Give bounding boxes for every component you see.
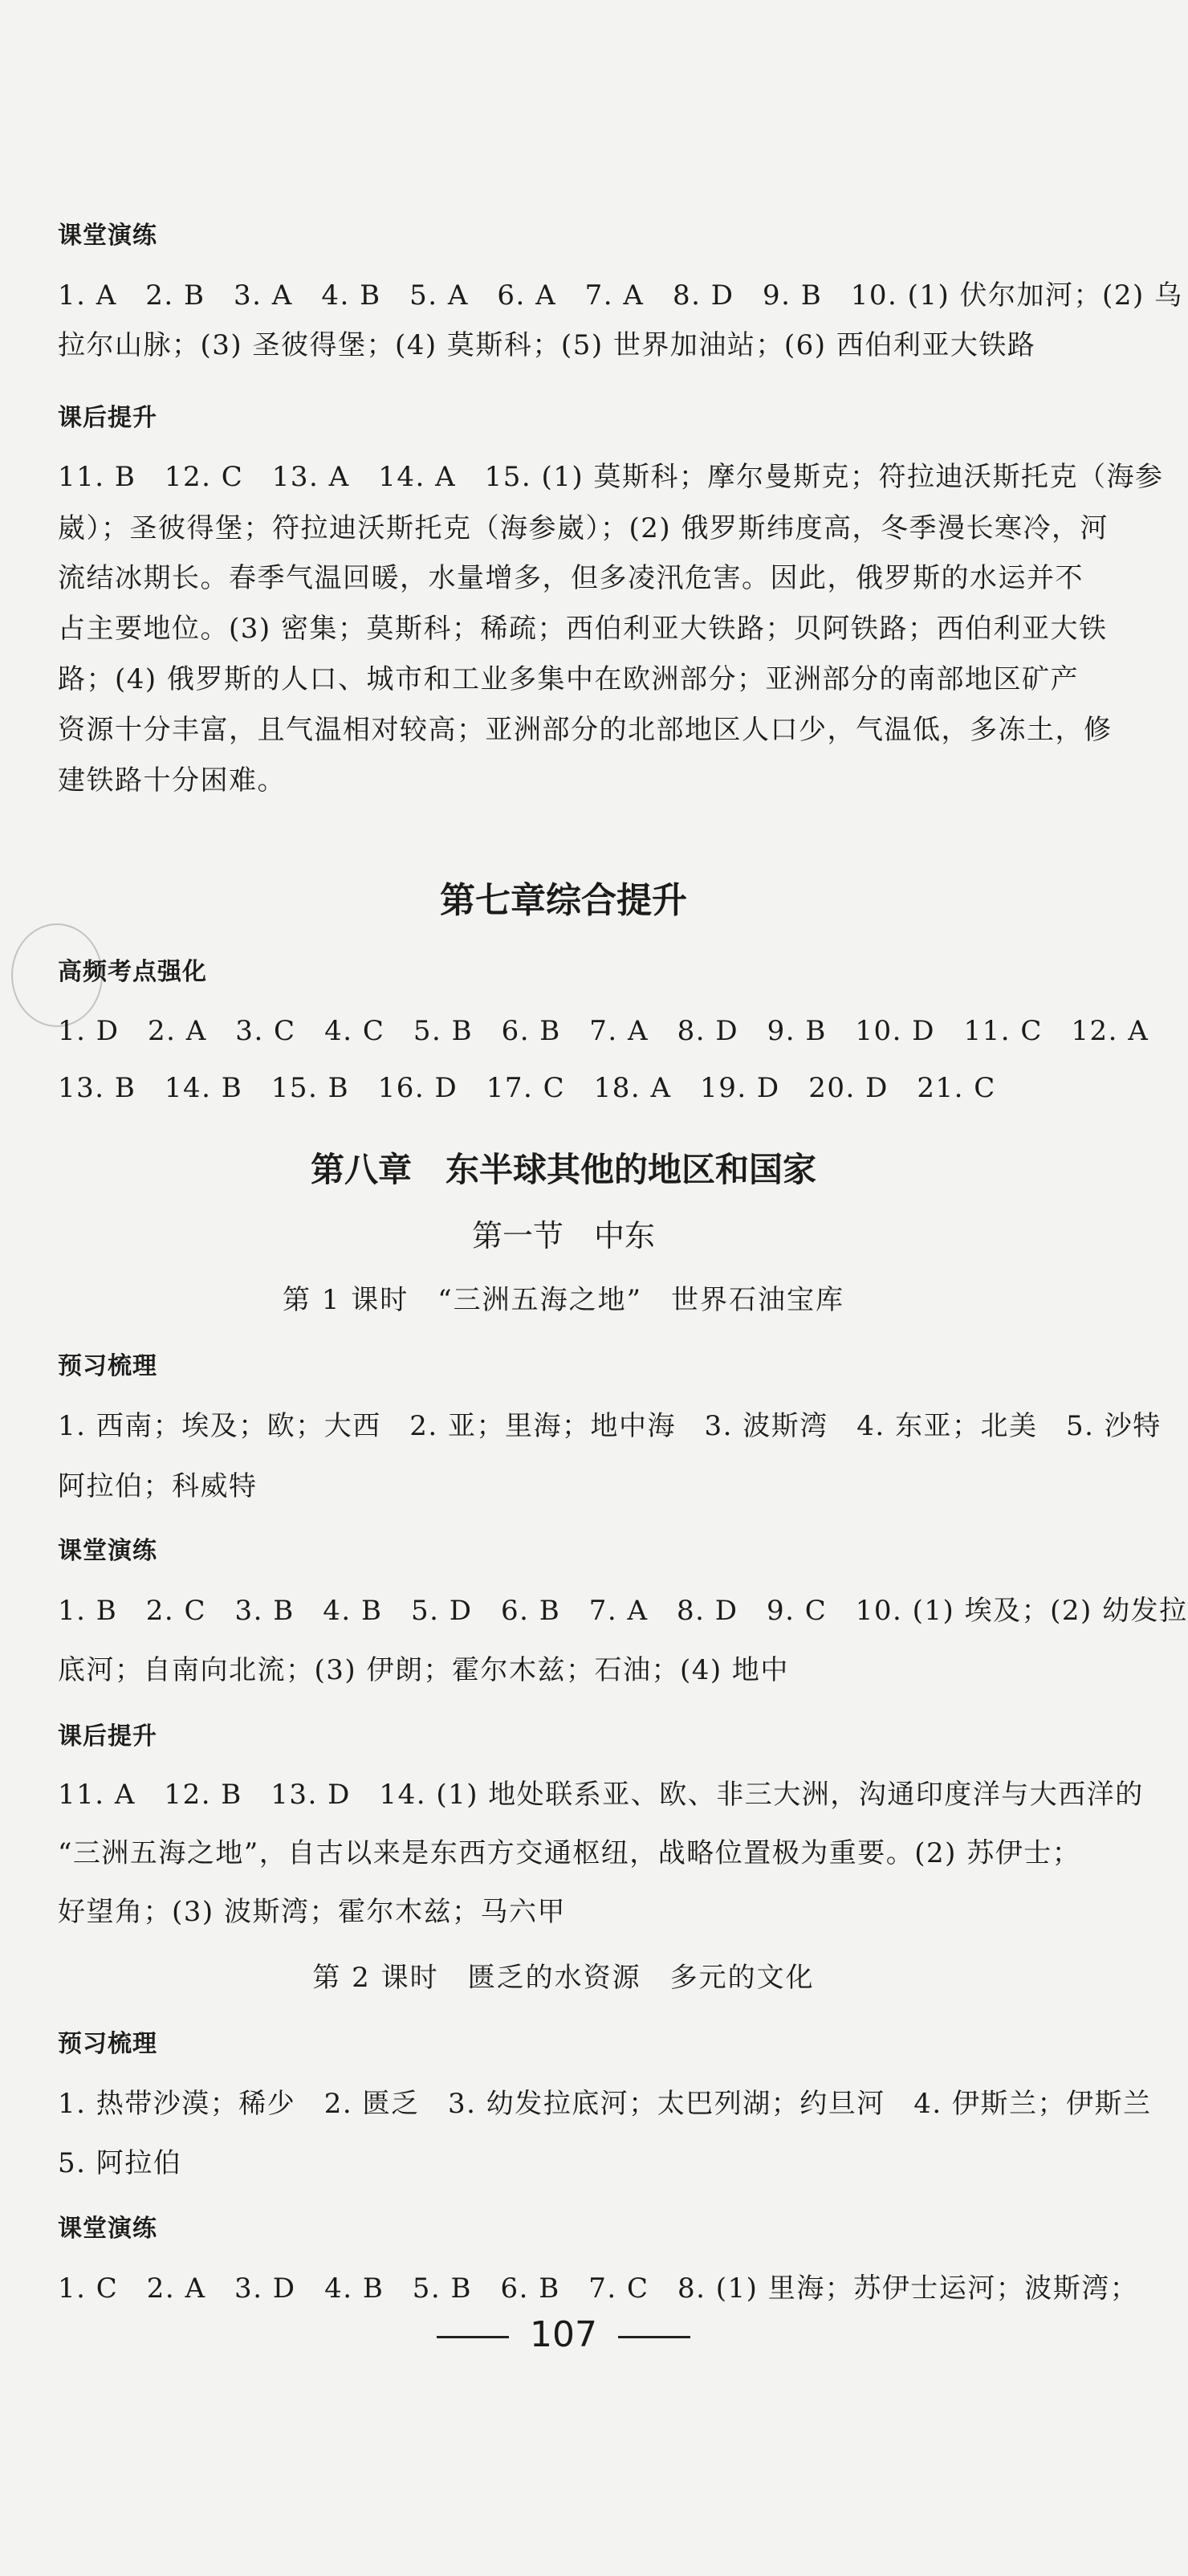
answer-line: 1. B 2. C 3. B 4. B 5. D 6. B 7. A 8. D 9. C 10. (1) 埃及；(2) 幼发拉 — [58, 1595, 1188, 1627]
answer-line: 13. B 14. B 15. B 16. D 17. C 18. A 19. D 20. D 21. C — [58, 1072, 996, 1104]
answer-line: 拉尔山脉；(3) 圣彼得堡；(4) 莫斯科；(5) 世界加油站；(6) 西伯利亚大铁路 — [58, 329, 1036, 361]
footer-rule-left — [437, 2336, 509, 2338]
answer-line: 资源十分丰富，且气温相对较高；亚洲部分的北部地区人口少，气温低，多冻土，修 — [58, 714, 1113, 746]
heading-yuxi-shuli: 预习梳理 — [58, 2030, 157, 2058]
heading-ketang-yanlian: 课堂演练 — [58, 1537, 157, 1565]
page-number: 107 — [530, 2314, 597, 2355]
answer-line: 1. D 2. A 3. C 4. C 5. B 6. B 7. A 8. D 9. B 10. D 11. C 12. A — [58, 1015, 1149, 1047]
answer-line: 崴）；圣彼得堡；符拉迪沃斯托克（海参崴）；(2) 俄罗斯纬度高，冬季漫长寒冷，河 — [58, 512, 1109, 544]
heading-kehou-tisheng: 课后提升 — [58, 1722, 157, 1751]
answer-line: 阿拉伯；科威特 — [58, 1470, 258, 1502]
answer-line: 1. 西南；埃及；欧；大西 2. 亚；里海；地中海 3. 波斯湾 4. 东亚；北美 5. 沙特 — [58, 1410, 1162, 1442]
heading-gaopin-kaodian: 高频考点强化 — [58, 958, 207, 986]
section-title: 第一节 中东 — [471, 1218, 655, 1253]
answer-line: “三洲五海之地”，自古以来是东西方交通枢纽，战略位置极为重要。(2) 苏伊士； — [58, 1837, 1081, 1869]
footer-rule-right — [618, 2336, 690, 2338]
answer-line: 11. A 12. B 13. D 14. (1) 地处联系亚、欧、非三大洲，沟通印度洋与大西洋的 — [58, 1779, 1144, 1811]
lesson2-title: 第 2 课时 匮乏的水资源 多元的文化 — [312, 1962, 815, 1994]
answer-line: 1. 热带沙漠；稀少 2. 匮乏 3. 幼发拉底河；太巴列湖；约旦河 4. 伊斯兰；伊斯兰 — [58, 2088, 1152, 2120]
heading-ketang-yanlian: 课堂演练 — [58, 2215, 157, 2243]
answer-line: 1. C 2. A 3. D 4. B 5. B 6. B 7. C 8. (1) 里海；苏伊士运河；波斯湾； — [58, 2272, 1139, 2305]
answer-line: 路；(4) 俄罗斯的人口、城市和工业多集中在欧洲部分；亚洲部分的南部地区矿产 — [58, 663, 1079, 695]
page-footer — [0, 2314, 1127, 2355]
answer-line: 占主要地位。(3) 密集；莫斯科；稀疏；西伯利亚大铁路；贝阿铁路；西伯利亚大铁 — [58, 613, 1108, 645]
lesson1-title: 第 1 课时 “三洲五海之地” 世界石油宝库 — [282, 1284, 844, 1316]
heading-kehou-tisheng: 课后提升 — [58, 404, 157, 432]
answer-line: 流结冰期长。春季气温回暖，水量增多，但多凌汛危害。因此，俄罗斯的水运并不 — [58, 562, 1084, 594]
chapter7-title: 第七章综合提升 — [440, 880, 687, 921]
answer-line: 11. B 12. C 13. A 14. A 15. (1) 莫斯科；摩尔曼斯克；符拉迪沃斯托克（海参 — [58, 461, 1164, 493]
heading-ketang-yanlian: 课堂演练 — [58, 222, 157, 250]
answer-line: 1. A 2. B 3. A 4. B 5. A 6. A 7. A 8. D 9. B 10. (1) 伏尔加河；(2) 乌 — [58, 279, 1183, 312]
answer-line: 5. 阿拉伯 — [58, 2147, 182, 2179]
answer-line: 建铁路十分困难。 — [58, 764, 286, 797]
answer-line: 底河；自南向北流；(3) 伊朗；霍尔木兹；石油；(4) 地中 — [58, 1654, 789, 1686]
chapter8-title: 第八章 东半球其他的地区和国家 — [310, 1150, 816, 1189]
answer-line: 好望角；(3) 波斯湾；霍尔木兹；马六甲 — [58, 1896, 566, 1928]
heading-yuxi-shuli: 预习梳理 — [58, 1352, 157, 1380]
